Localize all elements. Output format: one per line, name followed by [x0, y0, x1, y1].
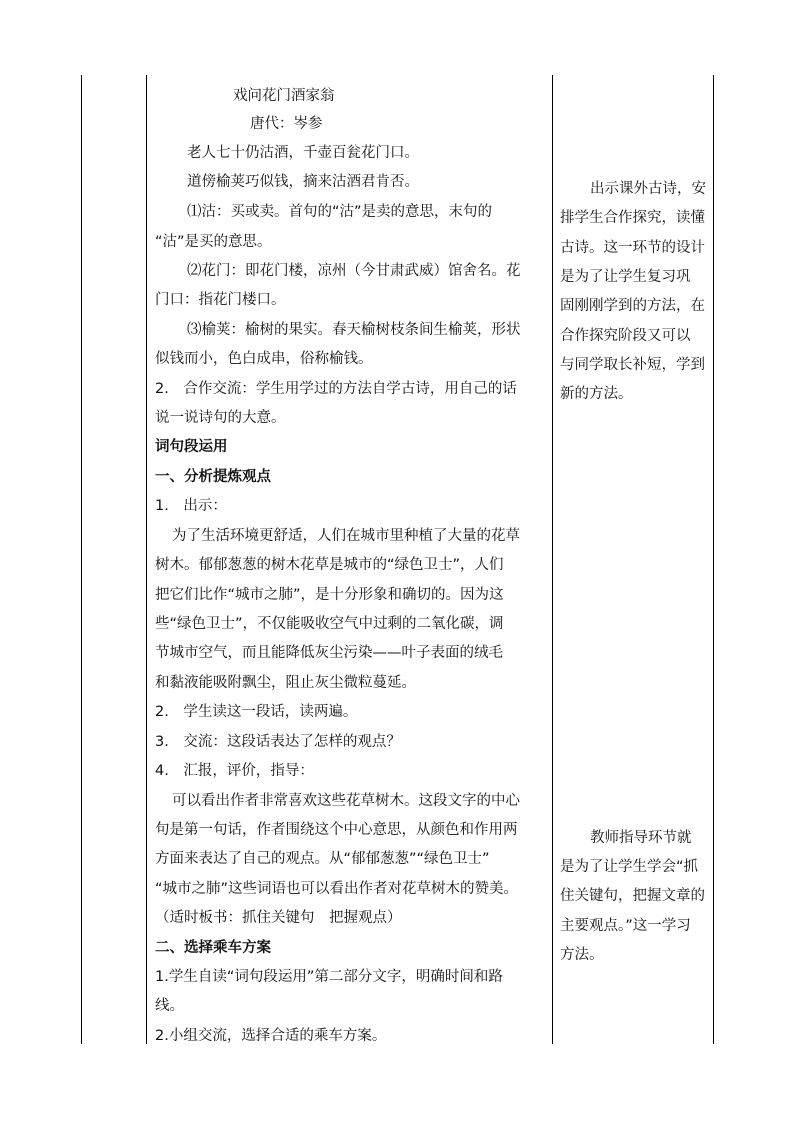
side-note-2-line-5: 方法。 [560, 947, 604, 963]
side-note-1-line-4: 是为了让学生复习巩 [560, 269, 691, 285]
poem-note-2-cont: 门口：指花门楼口。 [155, 292, 286, 308]
poem-note-3: ⑶榆荚：榆树的果实。春天榆树枝条间生榆荚，形状 [187, 322, 521, 338]
poem-note-3-cont: 似钱而小，色白成串，俗称榆钱。 [155, 351, 373, 367]
part2-step-1: 1.学生自读“词句段运用”第二部分文字，明确时间和路 [155, 969, 503, 985]
poem-note-1-cont: “沽”是买的意思。 [155, 234, 272, 250]
section-heading: 词句段运用 [155, 439, 228, 455]
side-note-2-line-1: 教师指导环节就 [590, 830, 692, 846]
side-note-1-line-8: 新的方法。 [560, 386, 633, 402]
poem-note-1: ⑴沽：买或卖。首句的“沽”是卖的意思，末句的 [187, 204, 493, 220]
part1-step-4: 4. 汇报，评价，指导： [155, 763, 314, 779]
passage-line-6: 和黏液能吸附飘尘，阻止灰尘微粒蔓延。 [155, 675, 416, 691]
poem-title: 戏问花门酒家翁 [233, 88, 335, 104]
poem-author: 唐代：岑参 [250, 116, 323, 132]
part2-step-2: 2.小组交流，选择合适的乘车方案。 [155, 1028, 387, 1044]
table-border-left [81, 75, 82, 1044]
poem-step-2: 2. 合作交流：学生用学过的方法自学古诗，用自己的话 [155, 381, 517, 397]
part1-step-1: 1. 出示： [155, 498, 227, 514]
poem-line-1: 老人七十仍沽酒，千壶百瓮花门口。 [187, 145, 419, 161]
part1-step-2: 2. 学生读这一段话，读两遍。 [155, 704, 358, 720]
poem-note-2: ⑵花门：即花门楼，凉州（今甘肃武威）馆舍名。花 [187, 263, 521, 279]
passage-line-2: 树木。郁郁葱葱的树木花草是城市的“绿色卫士”，人们 [155, 557, 504, 573]
part2-title: 二、选择乘车方案 [155, 940, 271, 956]
passage-line-3: 把它们比作“城市之肺”，是十分形象和确切的。因为这 [155, 587, 504, 603]
part2-step-1-cont: 线。 [155, 998, 184, 1014]
passage-line-5: 节城市空气，而且能降低灰尘污染——叶子表面的绒毛 [155, 645, 503, 661]
answer-line-3: 方面来表达了自己的观点。从“郁郁葱葱”“绿色卫士” [155, 851, 490, 867]
table-border-col2 [552, 75, 553, 1044]
side-note-1-line-3: 古诗。这一环节的设计 [560, 240, 705, 256]
side-note-1-line-7: 与同学取长补短，学到 [560, 357, 705, 373]
answer-line-2: 句是第一句话，作者围绕这个中心意思，从颜色和作用两 [155, 822, 518, 838]
side-note-2-line-4: 主要观点。”这一学习 [560, 918, 691, 934]
part1-step-3: 3. 交流：这段话表达了怎样的观点？ [155, 734, 401, 750]
poem-step-2-cont: 说一说诗句的大意。 [155, 410, 286, 426]
passage-line-4: 些“绿色卫士”，不仅能吸收空气中过剩的二氧化碳，调 [155, 616, 504, 632]
side-note-1-line-6: 合作探究阶段又可以 [560, 328, 691, 344]
part1-title: 一、分析提炼观点 [155, 469, 271, 485]
side-note-1-line-1: 出示课外古诗，安 [590, 181, 706, 197]
answer-line-5: （适时板书：抓住关键句 把握观点） [155, 910, 402, 926]
table-border-right [713, 75, 714, 1044]
side-note-2-line-2: 是为了让学生学会“抓 [560, 859, 699, 875]
side-note-1-line-5: 固刚刚学到的方法，在 [560, 298, 705, 314]
table-border-col1 [146, 75, 147, 1044]
answer-line-1: 可以看出作者非常喜欢这些花草树木。这段文字的中心 [172, 793, 520, 809]
side-note-1-line-2: 排学生合作探究，读懂 [560, 210, 705, 226]
poem-line-2: 道傍榆荚巧似钱，摘来沽酒君肯否。 [187, 174, 419, 190]
side-note-2-line-3: 住关键句，把握文章的 [560, 888, 705, 904]
answer-line-4: “城市之肺”这些词语也可以看出作者对花草树木的赞美。 [155, 881, 519, 897]
passage-line-1: 为了生活环境更舒适，人们在城市里种植了大量的花草 [172, 528, 520, 544]
